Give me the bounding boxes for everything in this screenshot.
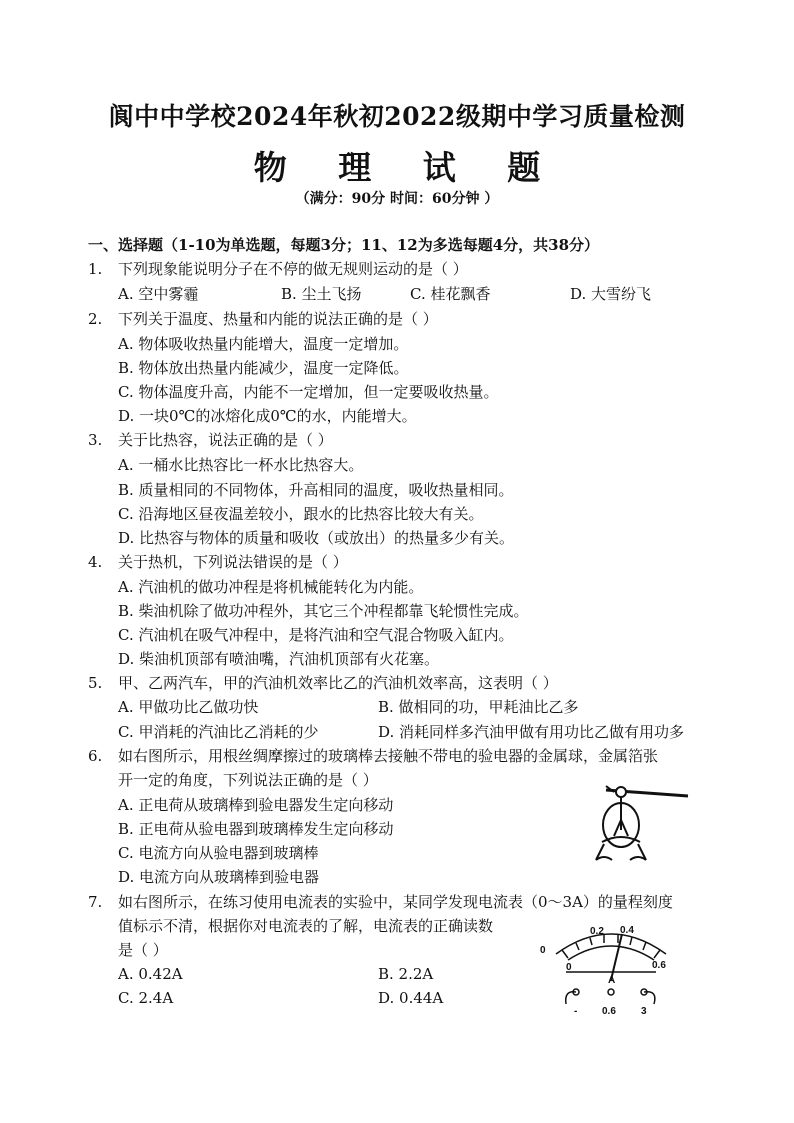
option-d: D. 比热容与物体的质量和吸收（或放出）的热量多少有关。 bbox=[118, 529, 515, 547]
option-d: D. 0.44A bbox=[378, 989, 444, 1007]
ammeter-figure bbox=[536, 920, 686, 1020]
option-b: B. 尘土飞扬 bbox=[281, 285, 362, 303]
option-c: C. 物体温度升高，内能不一定增加，但一定要吸收热量。 bbox=[118, 383, 499, 401]
option-a: A. 物体吸收热量内能增大，温度一定增加。 bbox=[118, 335, 409, 353]
section-title: 一、选择题（1-10为单选题，每题3分；11、12为多选每题4分，共38分） bbox=[88, 236, 600, 254]
option-c: C. 电流方向从验电器到玻璃棒 bbox=[118, 844, 319, 862]
option-d: D. 柴油机顶部有喷油嘴，汽油机顶部有火花塞。 bbox=[118, 650, 440, 668]
question-stem: 关于热机，下列说法错误的是（ ） bbox=[118, 553, 348, 571]
question-number: 4. bbox=[88, 553, 103, 571]
option-b: B. 正电荷从验电器到玻璃棒发生定向移动 bbox=[118, 820, 394, 838]
scale-label: 0.2 bbox=[590, 926, 604, 937]
option-c: C. 汽油机在吸气冲程中，是将汽油和空气混合物吸入缸内。 bbox=[118, 626, 514, 644]
option-b: B. 质量相同的不同物体，升高相同的温度，吸收热量相同。 bbox=[118, 481, 514, 499]
option-a: A. 正电荷从玻璃棒到验电器发生定向移动 bbox=[118, 796, 394, 814]
option-a: A. 0.42A bbox=[118, 965, 183, 983]
question-number: 3. bbox=[88, 431, 103, 449]
terminal-label: 0.6 bbox=[602, 1006, 616, 1017]
question-stem: 如右图所示，用根丝绸摩擦过的玻璃棒去接触不带电的验电器的金属球，金属箔张 bbox=[118, 747, 659, 765]
question-stem: 下列现象能说明分子在不停的做无规则运动的是（ ） bbox=[118, 260, 468, 278]
question-stem: 下列关于温度、热量和内能的说法正确的是（ ） bbox=[118, 310, 438, 328]
option-a: A. 空中雾霾 bbox=[118, 285, 199, 303]
question-stem: 如右图所示，在练习使用电流表的实验中，某同学发现电流表（0～3A）的量程刻度 bbox=[118, 893, 673, 911]
option-d: D. 消耗同样多汽油甲做有用功比乙做有用功多 bbox=[378, 723, 685, 741]
question-stem: 是（ ） bbox=[118, 941, 168, 959]
option-c: C. 沿海地区昼夜温差较小，跟水的比热容比较大有关。 bbox=[118, 505, 484, 523]
question-stem: 甲、乙两汽车，甲的汽油机效率比乙的汽油机效率高，这表明（ ） bbox=[118, 674, 558, 692]
question-stem: 值标示不清，根据你对电流表的了解，电流表的正确读数 bbox=[118, 917, 494, 935]
score-time-line: （满分：90分 时间：60分钟 ） bbox=[295, 191, 499, 207]
electroscope-figure bbox=[584, 770, 694, 870]
option-b: B. 做相同的功，甲耗油比乙多 bbox=[378, 698, 579, 716]
question-stem: 开一定的角度，下列说法正确的是（ ） bbox=[118, 771, 378, 789]
inner-scale-label: 0 bbox=[566, 962, 572, 973]
terminal-label: 3 bbox=[641, 1006, 647, 1017]
question-number: 7. bbox=[88, 893, 103, 911]
scale-label: 0.4 bbox=[620, 925, 634, 936]
subject-title: 物 理 试 题 bbox=[253, 148, 561, 187]
scale-label: 0 bbox=[540, 945, 546, 956]
option-b: B. 柴油机除了做功冲程外，其它三个冲程都靠飞轮惯性完成。 bbox=[118, 602, 529, 620]
option-c: C. 甲消耗的汽油比乙消耗的少 bbox=[118, 723, 319, 741]
question-stem: 关于比热容，说法正确的是（ ） bbox=[118, 431, 333, 449]
option-b: B. 2.2A bbox=[378, 965, 434, 983]
option-d: D. 电流方向从玻璃棒到验电器 bbox=[118, 868, 320, 886]
option-c: C. 桂花飘香 bbox=[410, 285, 491, 303]
option-b: B. 物体放出热量内能减少，温度一定降低。 bbox=[118, 359, 409, 377]
option-a: A. 甲做功比乙做功快 bbox=[118, 698, 259, 716]
option-d: D. 一块0℃的冰熔化成0℃的水，内能增大。 bbox=[118, 407, 417, 425]
option-a: A. 一桶水比热容比一杯水比热容大。 bbox=[118, 456, 364, 474]
question-number: 5. bbox=[88, 674, 103, 692]
terminal-label: - bbox=[574, 1006, 578, 1017]
option-a: A. 汽油机的做功冲程是将机械能转化为内能。 bbox=[118, 578, 424, 596]
option-c: C. 2.4A bbox=[118, 989, 174, 1007]
option-d: D. 大雪纷飞 bbox=[570, 285, 652, 303]
scale-label: 0.6 bbox=[652, 960, 666, 971]
question-number: 2. bbox=[88, 310, 103, 328]
school-title: 阆中中学校2024年秋初2022级期中学习质量检测 bbox=[108, 102, 686, 131]
unit-label: A bbox=[608, 975, 616, 986]
question-number: 6. bbox=[88, 747, 103, 765]
question-number: 1. bbox=[88, 260, 103, 278]
